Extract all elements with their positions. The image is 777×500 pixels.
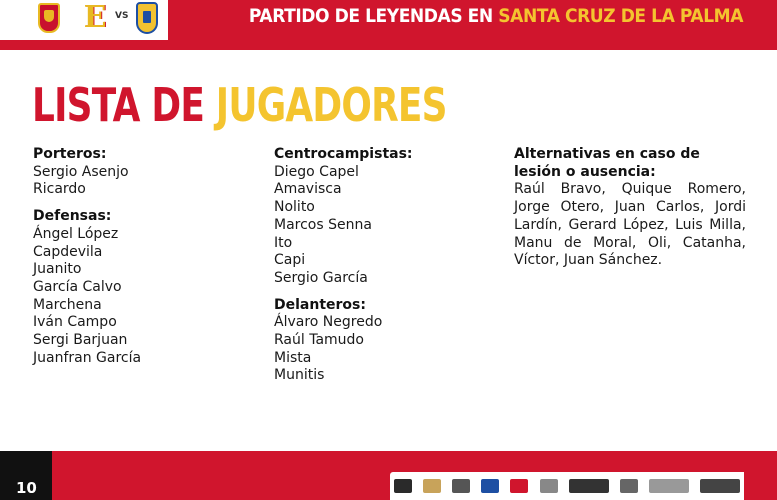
sponsor-logo-icon xyxy=(423,479,441,493)
group-centrocampistas xyxy=(274,146,499,288)
player-item: Marchena xyxy=(33,296,102,313)
player-item: Juanfran García xyxy=(33,349,142,366)
group-porteros xyxy=(33,146,253,199)
versus-label: VS xyxy=(115,11,129,21)
spain-federation-crest-icon xyxy=(38,3,60,33)
sponsor-logo-icon xyxy=(620,479,638,493)
sponsor-logo-icon xyxy=(394,479,412,493)
player-item: Amavisca xyxy=(274,181,342,198)
player-item: Raúl Tamudo xyxy=(274,332,364,349)
player-item: Sergio Asenjo xyxy=(33,163,129,180)
group-heading: Alternativas en caso de lesión o ausencia: xyxy=(514,146,700,180)
header-title xyxy=(249,4,743,28)
column-midfielders-forwards xyxy=(274,146,499,394)
sponsor-logo-icon xyxy=(569,479,609,493)
player-item: Juanito xyxy=(33,261,82,278)
player-item: Iván Campo xyxy=(33,314,117,331)
page-title-yellow: JUGADORES xyxy=(215,78,447,132)
sponsor-logo-icon xyxy=(649,479,689,493)
alternatives-text: Raúl Bravo, Quique Romero, Jorge Otero, Juan Carlos, Jordi Lardín, Gerard López, Luis Milla, Manu de Moral, Oli, Catanha, Víctor, Juan Sánchez. xyxy=(514,181,746,269)
group-heading: Centrocampistas: xyxy=(274,146,413,162)
header-title-white: PARTIDO DE LEYENDAS EN xyxy=(248,5,493,27)
player-item: Munitis xyxy=(274,367,325,384)
column-alternatives xyxy=(514,146,746,270)
sponsor-logos-strip xyxy=(390,472,744,500)
sponsor-logo-icon xyxy=(700,479,740,493)
group-delanteros xyxy=(274,297,499,386)
player-item: Sergio García xyxy=(274,269,368,286)
player-item: Ángel López xyxy=(33,225,119,242)
player-item: Diego Capel xyxy=(274,163,359,180)
group-defensas xyxy=(33,208,253,367)
sponsor-logo-icon xyxy=(540,479,558,493)
page-number: 10 xyxy=(16,479,37,497)
header-title-yellow: SANTA CRUZ DE LA PALMA xyxy=(498,5,743,27)
group-heading: Porteros: xyxy=(33,146,107,162)
column-goalkeepers-defenders xyxy=(33,146,253,376)
legends-logo: E xyxy=(83,0,107,35)
player-item: Álvaro Negredo xyxy=(274,314,383,331)
group-heading: Defensas: xyxy=(33,208,112,225)
player-item: Marcos Senna xyxy=(274,216,372,233)
player-item: Ito xyxy=(274,234,293,251)
santa-cruz-crest-icon xyxy=(136,2,158,34)
page-title-red: LISTA DE xyxy=(32,78,205,132)
group-heading: Delanteros: xyxy=(274,296,366,313)
player-item: Mista xyxy=(274,349,312,366)
sponsor-logo-icon xyxy=(510,479,528,493)
page-title xyxy=(32,79,447,131)
sponsor-logo-icon xyxy=(481,479,499,493)
player-item: Sergi Barjuan xyxy=(33,332,128,349)
header-logos xyxy=(0,0,168,40)
player-item: Nolito xyxy=(274,199,315,216)
player-item: Capdevila xyxy=(33,243,103,260)
sponsor-logo-icon xyxy=(452,479,470,493)
player-item: Ricardo xyxy=(33,181,86,198)
player-item: Capi xyxy=(274,252,306,269)
player-item: García Calvo xyxy=(33,278,122,295)
